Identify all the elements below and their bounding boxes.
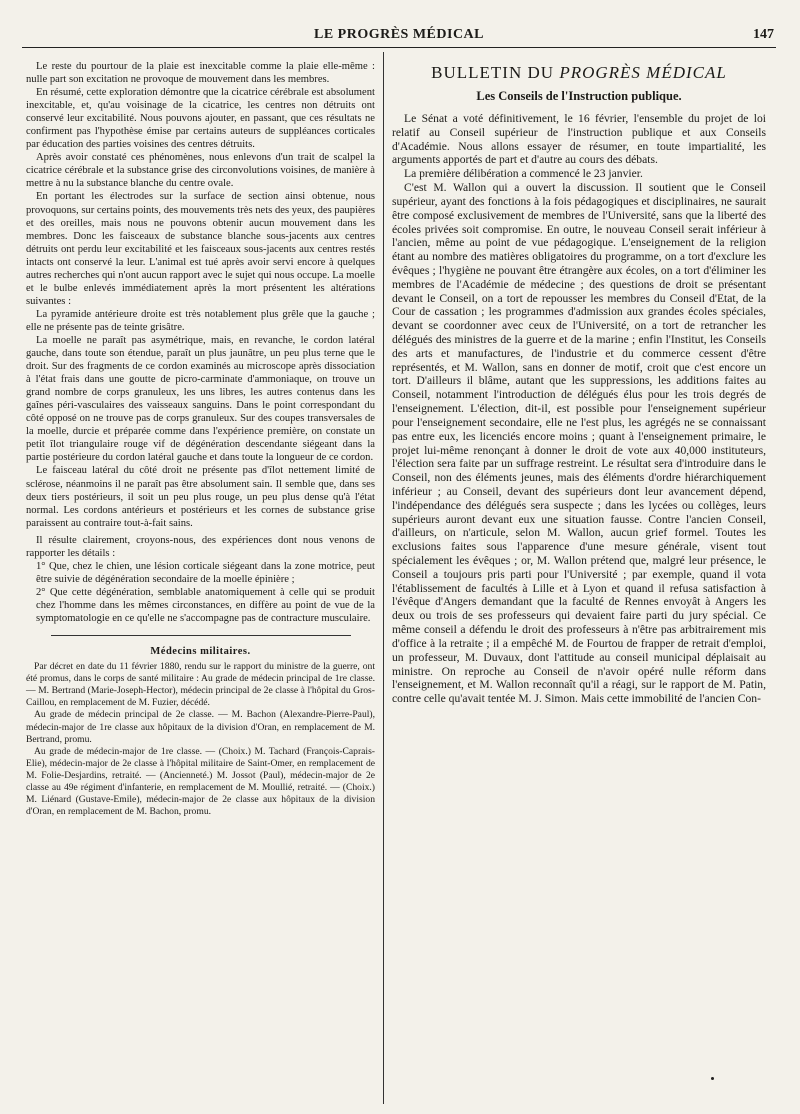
paragraph: C'est M. Wallon qui a ouvert la discussion. Il soutient que le Conseil supérieur, ayant des fonctions à la fois pédagogiques et disciplinaires, ne saurait être composé exclusivement de membres de l'Université, sans que la liberté des écoles privées soit compromise. En outre, le nouveau Conseil serait inférieur à l'ancien, même au point de vue pédagogique. L'enseignement de la religion étant au nombre des matières obligatoires du programme, on a tort d'exclure les évêques ; l'hygiène ne pouvant être étrangère aux écoles, on a tort d'éliminer les membres de l'Académie de médecine ; des questions de droit se présentant devant le Conseil, on a tort de repousser les membres du Conseil d'Etat, de la Cour de cassation ; les programmes d'admission aux grandes écoles spéciales, devant se coordonner avec ceux de l'Université, on a tort de retrancher les délégués des ministres de la guerre et de la marine ; enfin l'Institut, les Conseils des arts et manufactures, de l'industrie et du commerce cessent d'être représentés, et M. Wallon, sans en donner de motif, croit que c'est encore un tort. D'ailleurs il blâme, autant que les suppressions, les additions faites au Conseil, notamment l'introduction de délégués élus pour les trois degrés de l'enseignement. L'élection, dit-il, est possible pour l'enseignement supérieur pour l'enseignement secondaire, elle ne l'est plus, les agrégés ne se connaissant pas entre eux, les licenciés encore moins ; quant à l'enseignement primaire, le projet lui-même renonçant à donner le droit de vote aux 40,000 instituteurs, l'élection sera faite par un suffrage restreint. Le résultat sera d'introduire dans le Conseil, non des éléments jeunes, mais des éléments d'ordre hiérarchiquement inférieur ; au Conseil, devant des supérieurs dont leur avancement dépend, l'indépendance des délégués sera suspecte ; dans les lycées ou collèges, leurs supérieurs auront devant eux une situation fausse. Contre l'ancien Conseil, d'ailleurs, on n'articule, selon M. Wallon, aucun grief formel. Toutes les exclusions faites sous l'apparence d'une mesure générale, visent tout spécialement les évêques ; or, M. Wallon prétend que, malgré leur présence, le Conseil a toujours pris parti pour l'Université ; par exemple, quand il vota l'établissement de facultés à Lille et à Lyon et quand il refusa satisfaction à l'évêque d'Angers demandant que la faculté de Rennes envoyât à Angers les deux ou trois de ses professeurs qui devaient faire parti du jury spécial. Ce même conseil a défendu le droit des professeurs à n'être pas arbitrairement mis d'office à la retraite ; il a empêché M. de Fourtou de frapper de retrait d'emploi, un professeur, M. Duvaux, dont l'attitude au conseil municipal déplaisait au ministre. On reproche au Conseil de n'avoir opéré nulle réform dans l'enseignement, et M. Wallon reconnaît qu'il a réagi, sur le rapport de M. Patin, contre celle qu'avait tentée M. J. Simon. Mais cette immobilité de l'ancien Con-	[392, 181, 766, 706]
paragraph: Le reste du pourtour de la plaie est inexcitable comme la plaie elle-même : nulle part son excitation ne provoque de mouvement dans les membres.	[26, 61, 375, 86]
ink-speck	[711, 1077, 714, 1080]
conclusion-item-2: 2° Que cette dégénération, semblable anatomiquement à celle qui se produit chez l'homme dans les mêmes circonstances, en diffère au point de vue de la symptomatologie en ce qu'elle ne s'accompagne pas de contracture musculaire.	[36, 586, 375, 624]
paragraph: En résumé, cette exploration démontre que la cicatrice cérébrale est absolument inexcitable, et, qu'au voisinage de la cicatrice, les centres non détruits ont conservé leur excitabilité. Nous pouvons ajouter, en passant, que ces résultats ne confirment pas l'hypothèse émise par certains auteurs de suppléances corticales par éducation des parties voisines des centres détruits.	[26, 87, 375, 151]
right-column	[392, 63, 766, 706]
paragraph: Au grade de médecin principal de 2e classe. — M. Bachon (Alexandre-Pierre-Paul), médecin-major de 1re classe aux hôpitaux de la division d'Oran, en remplacement de M. Bertrand, promu.	[26, 709, 375, 745]
column-divider	[383, 52, 384, 1104]
paragraph: Le faisceau latéral du côté droit ne présente pas d'îlot nettement limité de sclérose, néanmoins il ne paraît pas être absolument sain. Il semble que, dans ses deux tiers postérieurs, il soit un peu plus rouge, un peu plus dense qu'à l'état normal. Les cordons antérieurs et postérieurs et les cornes de substance grise paraissent au contraire tout-à-fait sains.	[26, 465, 375, 529]
journal-title: LE PROGRÈS MÉDICAL	[313, 27, 485, 42]
page-number: 147	[753, 27, 774, 42]
article-subtitle: Les Conseils de l'Instruction publique.	[476, 89, 682, 103]
paragraph: La première délibération a commencé le 23 janvier.	[404, 167, 643, 181]
bulletin-title-italic: PROGRÈS MÉDICAL	[559, 63, 727, 82]
section-separator	[51, 635, 351, 636]
left-column	[26, 60, 375, 818]
military-section-text	[26, 661, 375, 818]
paragraph: Le Sénat a voté définitivement, le 16 février, l'ensemble du projet de loi relatif au Conseil supérieur de l'instruction publique et aux Conseils d'Académie. Nous allons essayer de résumer, en toute impartialité, les arguments apportés de part et d'autre au cours des débats.	[392, 112, 766, 167]
running-header	[22, 25, 776, 48]
paragraph: La moelle ne paraît pas asymétrique, mais, en revanche, le cordon latéral gauche, dans toute son étendue, paraît un plus jaunâtre, un peu plus terne que le droit. Sur des fragments de ce cordon examinés au microscope après dissociation à l'état frais dans une goutte de picro-carminate d'ammoniaque, on trouve un grand nombre de corps granuleux, les uns libres, les autres contenus dans les gaînes péri-vasculaires des vaisseaux sanguins. Dans le point correspondant du côté opposé on ne trouve pas de corps granuleux. Sur des coupes transversales de la moelle, durcie et préparée comme dans l'expérience première, on constate un petit îlot triangulaire rouge vif de dégénération descendante siégeant dans la partie postérieure du cordon latéral gauche et dans toute la longueur de ce cordon.	[26, 334, 375, 464]
bulletin-title	[392, 63, 766, 83]
paragraph: La pyramide antérieure droite est très notablement plus grêle que la gauche ; elle ne présente pas de teinte grisâtre.	[26, 308, 375, 333]
conclusion-item-1: 1° Que, chez le chien, une lésion corticale siégeant dans la zone motrice, peut être suivie de dégénération secondaire de la moelle épinière ;	[36, 560, 375, 585]
paragraph: Par décret en date du 11 février 1880, rendu sur le rapport du ministre de la guerre, ont été promus, dans le corps de santé militaire : Au grade de médecin principal de 1re classe. — M. Bertrand (Marie-Joseph-Hector), médecin principal de 2e classe à l'hôpital du Gros-Caillou, en remplacement de M. Fuzier, décédé.	[26, 661, 375, 709]
paragraph: En portant les électrodes sur la surface de section ainsi obtenue, nous provoquons, sur certains points, des mouvements très nets des yeux, des paupières et des oreilles, mais nous ne pouvons obtenir aucun mouvement dans les membres. Donc les faisceaux de substance blanche sous-jacents aux centres détruits ont perdu leur excitabilité et les faisceaux sous-jacents aux centres restés intacts ont conservé la leur. L'animal est tué après avoir servi encore à quelques autres recherches qui n'ont aucun rapport avec le sujet qui nous occupe. La moelle et le bulbe enlevés immédiatement après la mort présentent les altérations suivantes :	[26, 191, 375, 307]
paragraph: Il résulte clairement, croyons-nous, des expériences dont nous venons de rapporter les détails :	[26, 534, 375, 559]
paragraph: Après avoir constaté ces phénomènes, nous enlevons d'un trait de scalpel la cicatrice cérébrale et la substance grise des circonvolutions voisines, de manière à mettre à nu la substance blanche du centre ovale.	[26, 152, 375, 190]
paragraph: Au grade de médecin-major de 1re classe. — (Choix.) M. Tachard (François-Caprais-Elie), médecin-major de 2e classe à l'hôpital militaire de Saint-Omer, en remplacement de M. Folie-Desjardins, retraité. — (Ancienneté.) M. Jossot (Paul), médecin-major de 2e classe au 49e régiment d'infanterie, en remplacement de M. Moullié, retraité. — (Choix.) M. Liénard (Gustave-Emile), médecin-major de 2e classe aux hôpitaux de la division d'Oran, en remplacement de M. Bachon, promu.	[26, 745, 375, 818]
bulletin-title-plain: BULLETIN DU	[431, 63, 560, 82]
military-section-heading: Médecins militaires.	[150, 646, 251, 658]
